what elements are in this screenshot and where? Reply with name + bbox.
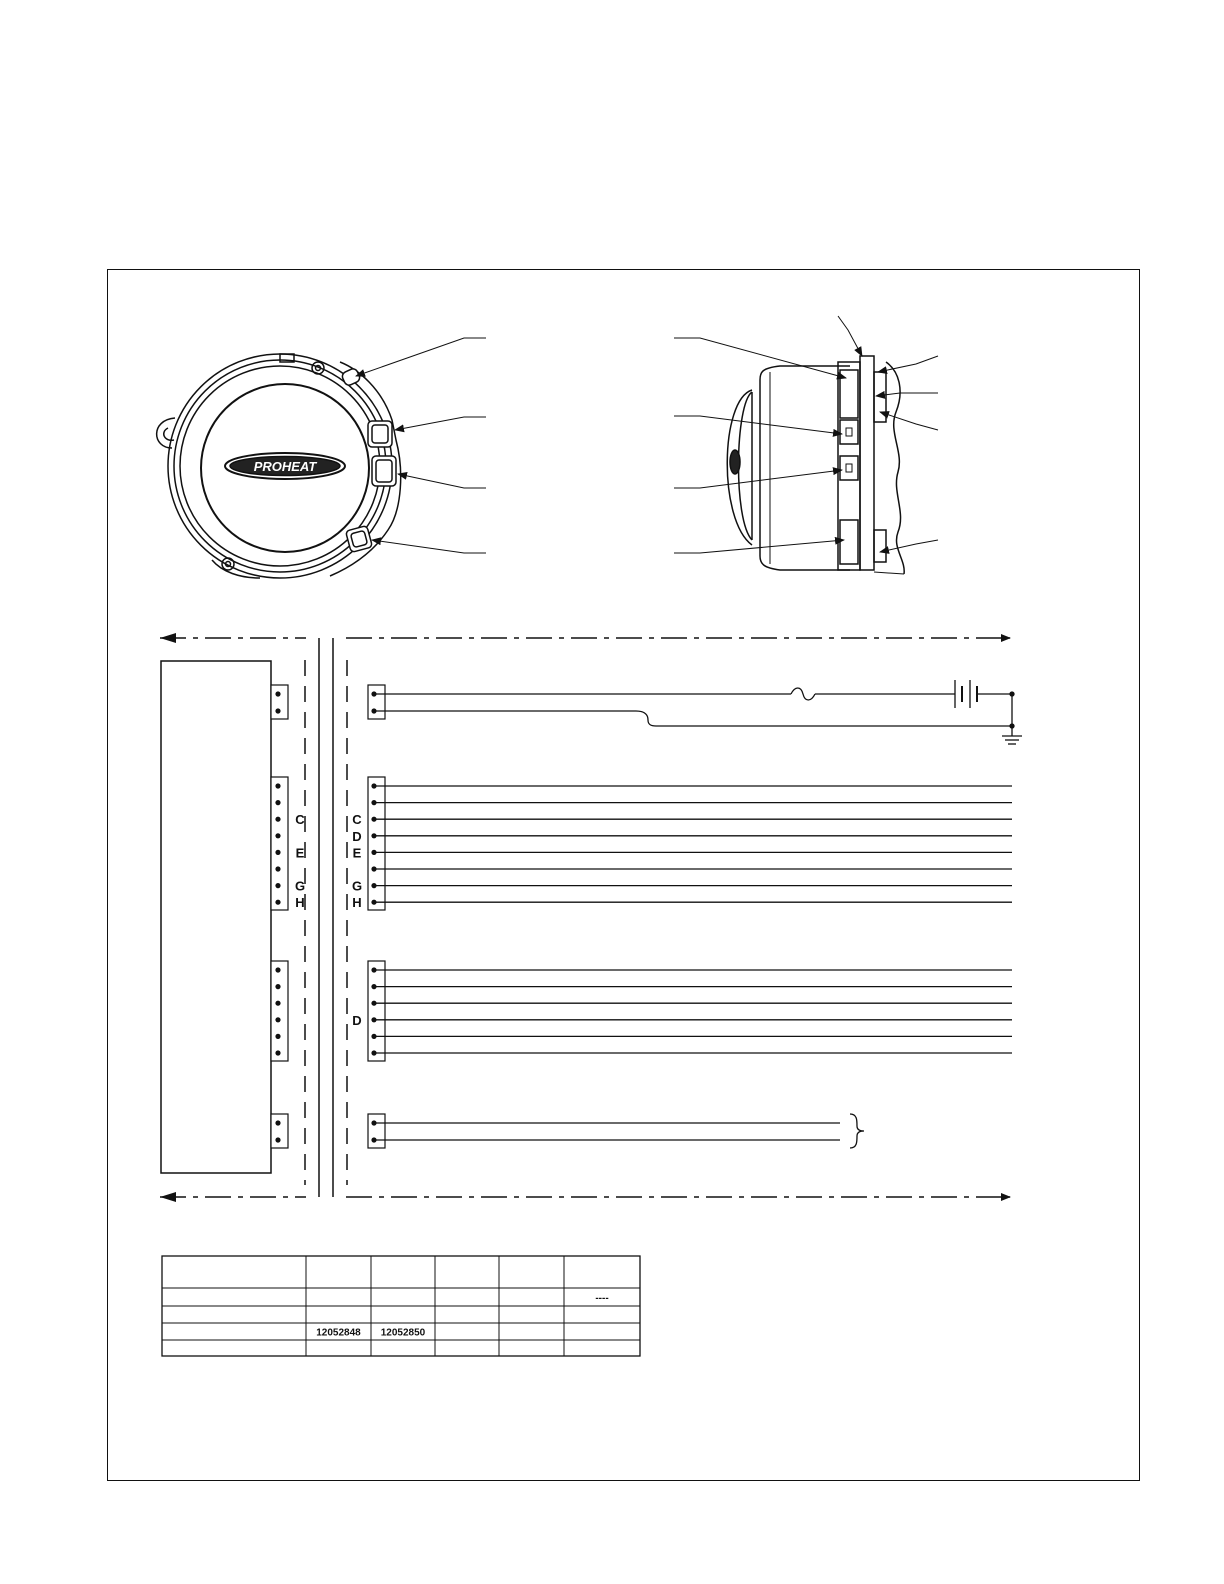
part-number-table (162, 1256, 640, 1356)
module-pin (275, 708, 280, 713)
harness-connectors (368, 685, 385, 1148)
table-cell: 12052848 (316, 1327, 361, 1339)
module-pin (275, 691, 280, 696)
module-pin (275, 883, 280, 888)
module-pin (275, 1001, 280, 1006)
pin-label: G (294, 878, 306, 894)
module-pin (275, 817, 280, 822)
side-leaders (674, 316, 938, 553)
pin-label: E (352, 845, 362, 861)
module-pin (275, 800, 280, 805)
fuse-symbol (791, 688, 815, 700)
module-pin (275, 967, 280, 972)
boundary-lines (319, 638, 333, 1197)
harness-wires (374, 694, 1012, 1140)
table-cell: 12052850 (380, 1327, 426, 1339)
module-pin (275, 866, 280, 871)
harness-break-lines (305, 660, 347, 1185)
module-pin (275, 1034, 280, 1039)
pin-label: E (295, 845, 305, 861)
pin-label: D (352, 1012, 362, 1028)
module-connectors (271, 685, 288, 1148)
module-pin (275, 833, 280, 838)
module-pin (275, 1137, 280, 1142)
module-pin (275, 1050, 280, 1055)
pin-label: D (352, 828, 362, 844)
module-pin (275, 783, 280, 788)
ground-wire (374, 711, 1012, 726)
pin-label: G (351, 878, 363, 894)
pin-label: H (352, 895, 362, 911)
proheat-logo: PROHEAT (253, 459, 317, 474)
pin-label: H (295, 895, 305, 911)
ground-symbol (1002, 736, 1022, 744)
pin-label: C (295, 812, 305, 828)
pin-label: C (352, 812, 362, 828)
battery-symbol (955, 680, 977, 708)
extent-arrows (160, 638, 1010, 1197)
module-pin (275, 900, 280, 905)
controller-side-view (727, 356, 904, 574)
controller-module (161, 661, 271, 1173)
harness-brace (850, 1114, 864, 1148)
connector-pins (275, 691, 376, 1142)
module-pin (275, 984, 280, 989)
module-pin (275, 1120, 280, 1125)
table-cell: ---- (595, 1293, 609, 1304)
module-pin (275, 850, 280, 855)
power-circuit (791, 680, 1022, 1148)
module-pin (275, 1017, 280, 1022)
